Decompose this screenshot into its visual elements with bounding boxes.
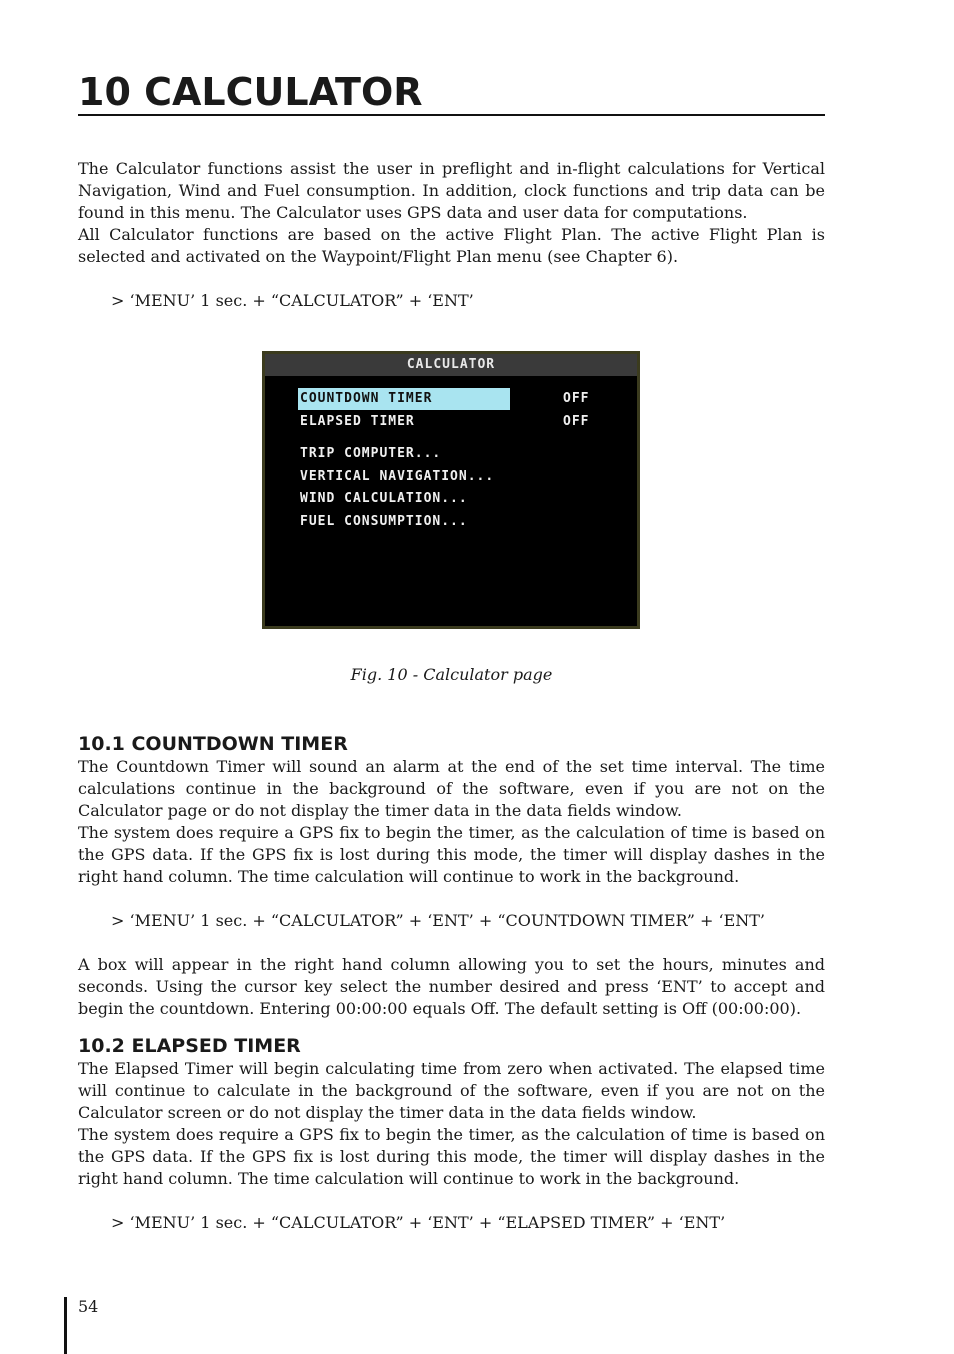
menu-item-wind-calculation bbox=[298, 488, 637, 511]
menu-item-fuel-consumption bbox=[298, 511, 637, 534]
screen-menu bbox=[265, 376, 637, 533]
section-heading-countdown-timer: 10.1 COUNTDOWN TIMER bbox=[78, 733, 348, 755]
page-margin-bar bbox=[64, 1297, 67, 1354]
figure-caption: Fig. 10 - Calculator page bbox=[350, 665, 553, 684]
calculator-screenshot bbox=[78, 351, 825, 629]
elapsed-paragraph-1: The Elapsed Timer will begin calculating time from zero when activated. The elapsed time will continue to calculate in the background of the software, even if you are not on the Calculator screen or do not display the timer data in the data fields window. bbox=[78, 1059, 825, 1122]
countdown-paragraph-1: The Countdown Timer will sound an alarm at the end of the set time interval. The time calculations continue in the background of the software, even if you are not on the Calculator page or do not display the timer data in the data fields window. bbox=[78, 757, 825, 820]
page-number: 54 bbox=[78, 1297, 99, 1316]
menu-item-elapsed-timer bbox=[298, 411, 637, 434]
menu-item-label: FUEL CONSUMPTION... bbox=[300, 513, 468, 529]
page-content bbox=[78, 70, 825, 1234]
chapter-title: 10 CALCULATOR bbox=[78, 70, 825, 116]
menu-item-label: VERTICAL NAVIGATION... bbox=[300, 468, 495, 484]
intro-paragraph-2: All Calculator functions are based on the active Flight Plan. The active Flight Plan is selected and activated on the Waypoint/Flight Plan menu (see Chapter 6). bbox=[78, 225, 825, 266]
menu-item-value: OFF bbox=[563, 391, 590, 406]
menu-item-label: ELAPSED TIMER bbox=[300, 413, 415, 429]
section-heading-elapsed-timer: 10.2 ELAPSED TIMER bbox=[78, 1035, 301, 1057]
menu-item-countdown-timer bbox=[298, 388, 637, 411]
countdown-paragraph-2: The system does require a GPS fix to begin the timer, as the calculation of time is based on the GPS data. If the GPS fix is lost during this mode, the timer will display dashes in the right hand column. The time calculation will continue to work in the background. bbox=[78, 823, 825, 886]
elapsed-command: > ‘MENU’ 1 sec. + “CALCULATOR” + ‘ENT’ + “ELAPSED TIMER” + ‘ENT’ bbox=[111, 1213, 726, 1232]
menu-item-value: OFF bbox=[563, 413, 590, 429]
elapsed-paragraph-2: The system does require a GPS fix to begin the timer, as the calculation of time is based on the GPS data. If the GPS fix is lost during this mode, the timer will display dashes in the right hand column. The time calculation will continue to work in the background. bbox=[78, 1125, 825, 1188]
menu-item-label: TRIP COMPUTER... bbox=[300, 446, 442, 461]
menu-item-vertical-navigation bbox=[298, 466, 637, 489]
countdown-paragraph-3: A box will appear in the right hand column allowing you to set the hours, minutes and seconds. Using the cursor key select the number desired and press ‘ENT’ to accept and begin the countdown. Entering 00:00:00 equals Off. The default setting is Off (00:00:00). bbox=[78, 955, 825, 1018]
intro-command: > ‘MENU’ 1 sec. + “CALCULATOR” + ‘ENT’ bbox=[111, 291, 474, 310]
intro-paragraph-1: The Calculator functions assist the user in preflight and in-flight calculations for Vertical Navigation, Wind and Fuel consumption. In addition, clock functions and trip data can be found in this menu. The Calculator uses GPS data and user data for computations. bbox=[78, 159, 825, 222]
menu-item-trip-computer bbox=[298, 443, 637, 466]
device-screen bbox=[262, 351, 640, 629]
countdown-command: > ‘MENU’ 1 sec. + “CALCULATOR” + ‘ENT’ + “COUNTDOWN TIMER” + ‘ENT’ bbox=[111, 911, 765, 930]
menu-item-label: COUNTDOWN TIMER bbox=[298, 388, 510, 410]
menu-item-label: WIND CALCULATION... bbox=[300, 491, 468, 506]
screen-header: CALCULATOR bbox=[265, 354, 637, 376]
